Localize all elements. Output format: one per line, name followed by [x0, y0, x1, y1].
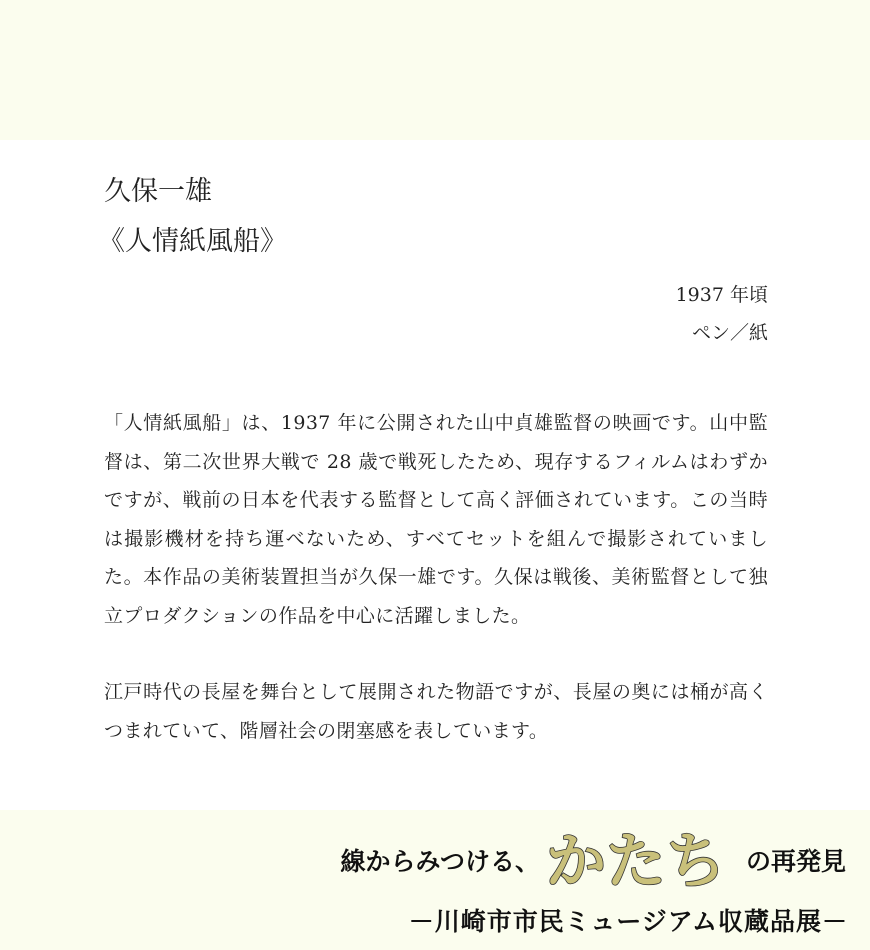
banner-suffix: の再発見 — [745, 847, 846, 876]
banner-headline — [340, 826, 846, 894]
katachi-logo-art — [546, 826, 730, 894]
exhibition-banner — [0, 810, 870, 950]
description-paragraph-1: 「人情紙風船」は、1937 年に公開された山中貞雄監督の映画です。山中監督は、第二次世界大戦で 28 歳で戦死したため、現存するフィルムはわずかですが、戦前の日本を代表する監督として高く評価されています。この当時は撮影機材を持ち運べないため、すべてセットを組んで撮影されていました。本作品の美術装置担当が久保一雄です。久保は戦後、美術監督として独立プロダクションの作品を中心に活躍しました。 — [104, 412, 768, 627]
description-paragraph-2: 江戸時代の長屋を舞台として展開された物語ですが、長屋の奥には桶が高くつまれていて、階層社会の閉塞感を表しています。 — [104, 681, 768, 742]
artwork-meta — [104, 276, 768, 352]
artist-name: 久保一雄 — [104, 176, 212, 207]
banner-prefix: 線からみつける、 — [340, 847, 540, 876]
top-band — [0, 0, 870, 140]
katachi-logo — [546, 826, 730, 894]
banner-subtitle: －川崎市市民ミュージアム収蔵品展－ — [408, 907, 848, 936]
katachi-logo-text: かたち — [545, 827, 726, 894]
artwork-title: 《人情紙風船》 — [98, 226, 287, 257]
artwork-label — [98, 172, 768, 750]
artwork-medium: ペン／紙 — [691, 322, 768, 344]
artwork-date: 1937 年頃 — [675, 284, 768, 306]
